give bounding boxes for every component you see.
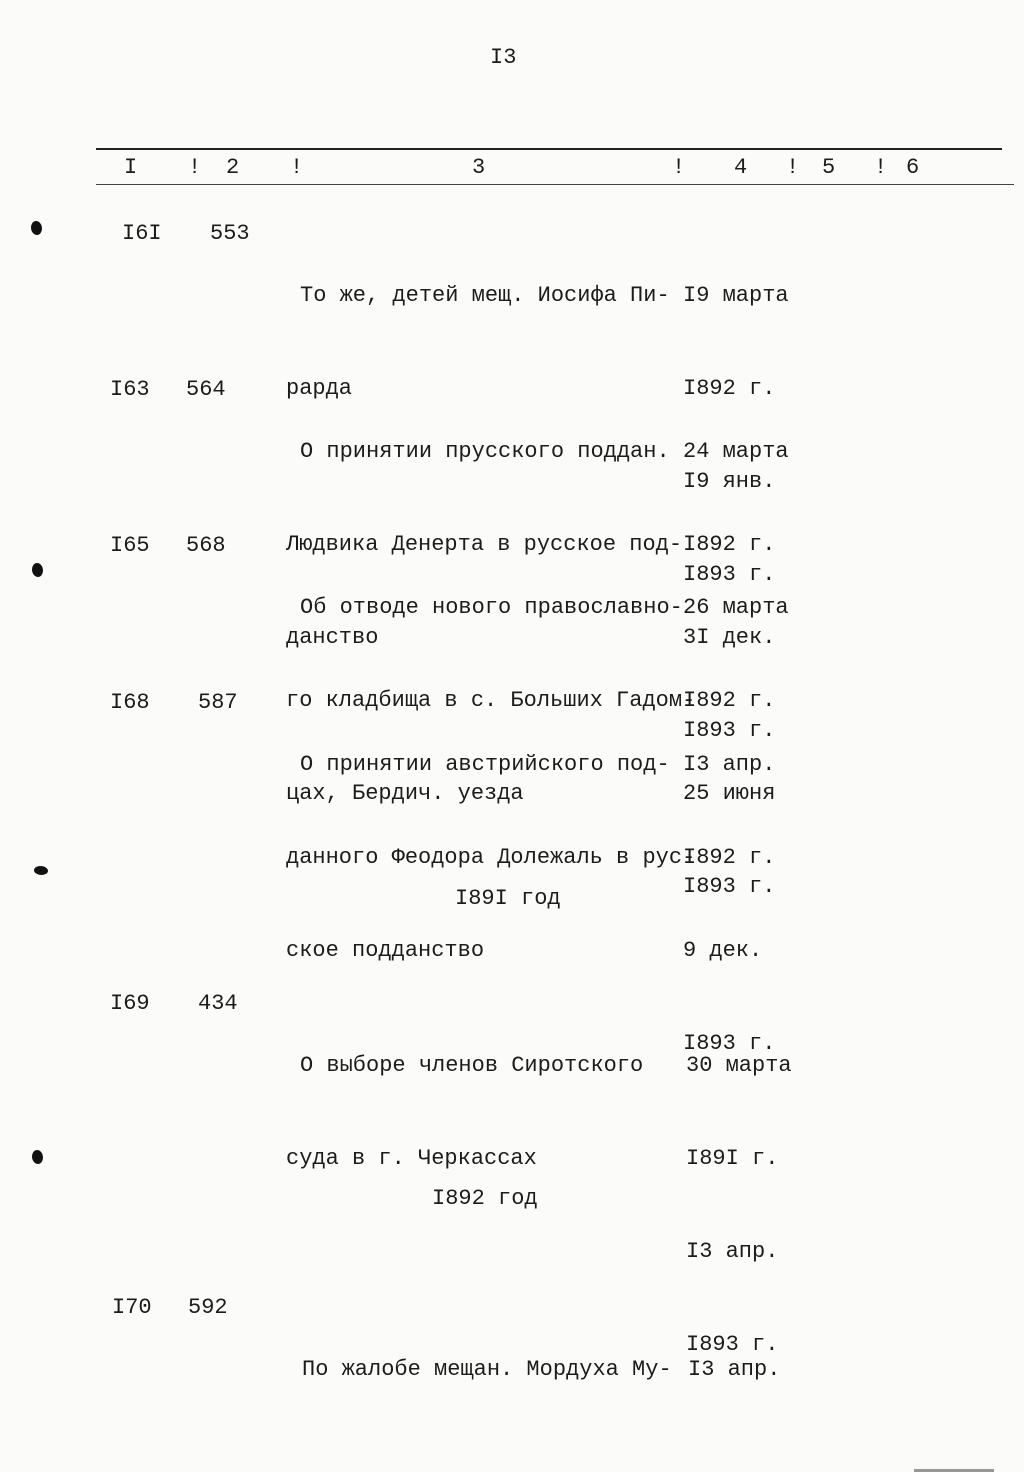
date-line: I893 г.: [683, 1031, 776, 1056]
title-line: Людвика Денерта в русское под-: [286, 532, 683, 557]
title-line: То же, детей мещ. Иосифа Пи-: [300, 283, 670, 308]
date-line: I9 марта: [683, 283, 789, 308]
row-number: I65: [110, 533, 150, 558]
punch-hole-mark: [32, 563, 43, 577]
title-line: суда в г. Черкассах: [286, 1146, 537, 1171]
year-heading: I89I год: [455, 886, 561, 911]
case-dates: [688, 1292, 780, 1447]
title-line: рарда: [286, 376, 353, 401]
date-line: I892 г.: [683, 845, 776, 870]
header-col-5: 5: [822, 155, 836, 180]
title-line: О принятии прусского поддан.: [300, 439, 670, 464]
date-line: 9 дек.: [683, 938, 763, 963]
header-separator: !: [188, 155, 202, 180]
punch-hole-mark: [32, 1150, 43, 1164]
date-line: I3 апр.: [686, 1239, 779, 1264]
title-line: Об отводе нового православно-: [300, 595, 683, 620]
punch-hole-mark: [31, 221, 42, 235]
title-line: О принятии австрийского под-: [300, 752, 670, 777]
title-line: данство: [286, 625, 379, 650]
title-line: цах, Бердич. уезда: [286, 781, 524, 806]
header-col-2: 2: [226, 155, 240, 180]
date-line: 3I дек.: [683, 625, 776, 650]
row-number: I6I: [122, 221, 162, 246]
row-number: I69: [110, 991, 150, 1016]
case-number: 592: [188, 1295, 228, 1320]
date-line: I3 апр.: [688, 1357, 781, 1382]
header-col-3: 3: [472, 155, 486, 180]
date-line: I892 г.: [683, 376, 776, 401]
case-number: 434: [198, 991, 238, 1016]
case-number: 564: [186, 377, 226, 402]
row-number: I63: [110, 377, 150, 402]
year-heading: I892 год: [432, 1186, 538, 1211]
date-line: 25 июня: [683, 781, 776, 806]
row-number: I68: [110, 690, 150, 715]
header-col-6: 6: [906, 155, 920, 180]
row-number: I70: [112, 1295, 152, 1320]
date-line: I893 г.: [683, 562, 776, 587]
title-line: го кладбища в с. Больших Гадом-: [286, 688, 696, 713]
case-number: 553: [210, 221, 250, 246]
title-line: По жалобе мещан. Мордуха Му-: [302, 1357, 672, 1382]
header-separator: !: [786, 155, 800, 180]
date-line: I893 г.: [683, 718, 776, 743]
date-line: 30 марта: [686, 1053, 792, 1078]
header-separator: !: [290, 155, 304, 180]
case-number: 568: [186, 533, 226, 558]
header-separator: !: [874, 155, 888, 180]
page-number: I3: [490, 45, 517, 70]
date-line: I892 г.: [683, 688, 776, 713]
title-line: данного Феодора Долежаль в рус-: [286, 845, 696, 870]
date-line: I893 г.: [686, 1332, 779, 1357]
date-line: I892 г.: [683, 532, 776, 557]
date-line: I89I г.: [686, 1146, 779, 1171]
header-col-4: 4: [734, 155, 748, 180]
header-separator: !: [672, 155, 686, 180]
case-title: [286, 1292, 672, 1447]
case-title: [286, 687, 695, 1028]
table-top-rule: [96, 148, 1002, 150]
date-line: I9 янв.: [683, 469, 776, 494]
date-line: 26 марта: [683, 595, 789, 620]
title-line: О выборе членов Сиротского: [300, 1053, 644, 1078]
date-line: I893 г.: [683, 874, 776, 899]
title-line: ское подданство: [286, 938, 485, 963]
case-number: 587: [198, 690, 238, 715]
punch-hole-mark: [34, 866, 48, 875]
header-col-1: I: [124, 155, 138, 180]
date-line: I3 апр.: [683, 752, 776, 777]
table-header-rule: [96, 184, 1014, 185]
date-line: 24 марта: [683, 439, 789, 464]
